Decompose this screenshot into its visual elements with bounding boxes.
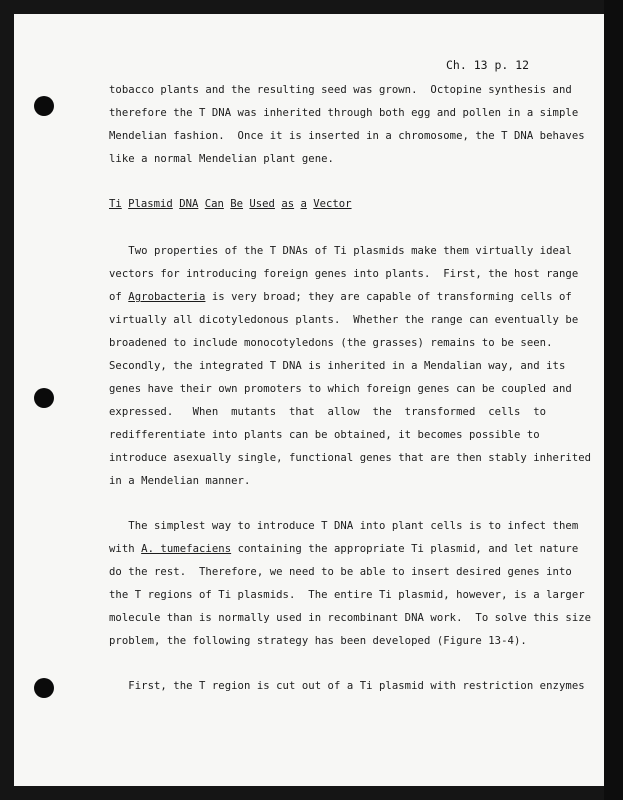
binder-hole-middle bbox=[34, 388, 54, 408]
heading-word: as bbox=[281, 198, 295, 210]
text-line: redifferentiate into plants can be obtained, it becomes possible to bbox=[109, 429, 540, 441]
text-line: like a normal Mendelian plant gene. bbox=[109, 153, 334, 165]
text-line: genes have their own promoters to which foreign genes can be coupled and bbox=[109, 383, 572, 395]
underlined-term: Agrobacteria bbox=[128, 291, 206, 303]
text-line: tobacco plants and the resulting seed was grown. Octopine synthesis and bbox=[109, 84, 572, 96]
heading-word: a bbox=[300, 198, 307, 210]
text-line: Mendelian fashion. Once it is inserted in a chromosome, the T DNA behaves bbox=[109, 130, 585, 142]
text-segment: of bbox=[109, 291, 129, 303]
text-line: First, the T region is cut out of a Ti plasmid with restriction enzymes bbox=[109, 680, 585, 692]
page-edge-shadow bbox=[604, 0, 623, 800]
text-line: Secondly, the integrated T DNA is inherited in a Mendalian way, and its bbox=[109, 360, 566, 372]
text-line: introduce asexually single, functional genes that are then stably inherited bbox=[109, 452, 592, 464]
text-line: Two properties of the T DNAs of Ti plasmids make them virtually ideal bbox=[109, 245, 572, 257]
heading-word: Plasmid bbox=[128, 198, 173, 210]
document-page bbox=[14, 14, 604, 786]
text-line: broadened to include monocotyledons (the grasses) remains to be seen. bbox=[109, 337, 553, 349]
text-segment: containing the appropriate Ti plasmid, and let nature bbox=[231, 543, 579, 555]
binder-hole-top bbox=[34, 96, 54, 116]
text-line: problem, the following strategy has been developed (Figure 13-4). bbox=[109, 635, 527, 647]
text-line: expressed. When mutants that allow the transformed cells to bbox=[109, 406, 547, 418]
text-line bbox=[109, 543, 578, 555]
text-line: molecule than is normally used in recombinant DNA work. To solve this size bbox=[109, 612, 592, 624]
text-segment: is very broad; they are capable of transforming cells of bbox=[205, 291, 572, 303]
text-line: in a Mendelian manner. bbox=[109, 475, 251, 487]
underlined-term: A. tumefaciens bbox=[141, 543, 232, 555]
text-line: The simplest way to introduce T DNA into plant cells is to infect them bbox=[109, 520, 579, 532]
text-line bbox=[109, 291, 572, 303]
section-heading bbox=[109, 198, 352, 210]
text-line: the T regions of Ti plasmids. The entire Ti plasmid, however, is a larger bbox=[109, 589, 585, 601]
page-header: Ch. 13 p. 12 bbox=[446, 58, 530, 72]
text-line: therefore the T DNA was inherited through both egg and pollen in a simple bbox=[109, 107, 579, 119]
heading-word: Ti bbox=[109, 198, 122, 210]
binder-hole-bottom bbox=[34, 678, 54, 698]
heading-word: Be bbox=[230, 198, 244, 210]
heading-word: Vector bbox=[313, 198, 352, 210]
text-line: vectors for introducing foreign genes into plants. First, the host range bbox=[109, 268, 579, 280]
text-line: do the rest. Therefore, we need to be able to insert desired genes into bbox=[109, 566, 572, 578]
text-segment: with bbox=[109, 543, 142, 555]
heading-word: DNA bbox=[179, 198, 199, 210]
heading-word: Used bbox=[249, 198, 275, 210]
text-line: virtually all dicotyledonous plants. Whether the range can eventually be bbox=[109, 314, 579, 326]
heading-word: Can bbox=[204, 198, 224, 210]
